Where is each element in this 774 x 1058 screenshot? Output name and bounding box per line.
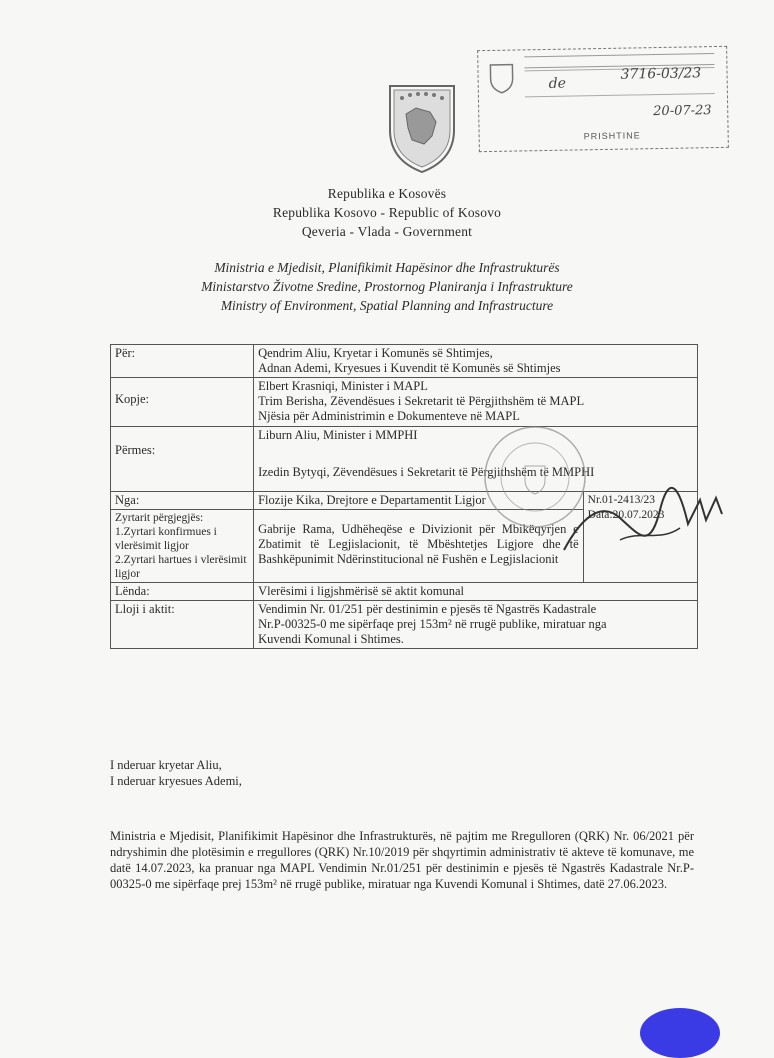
recipient-mayor: Qendrim Aliu, Kryetar i Komunës së Shtimjes, [258,346,493,360]
label-kopje: Kopje: [111,378,254,427]
value-nga: Flozije Kika, Drejtore e Departamentit Ligjor [254,492,584,510]
stamp-divider [525,93,715,97]
nr-label: Nr. [587,494,603,506]
table-row-per [111,345,698,378]
body-paragraph: Ministria e Mjedisit, Planifikimit Hapësinor dhe Infrastrukturës, në pajtim me Rregulloren (QRK) Nr. 06/2021 për ndryshimin dhe plotësimin e rregullores (QRK) Nr.10/2019 për shqyrtimin administrativ të akteve të komunave, me datë 14.07.2023, ka pranuar nga MAPL Vendimin Nr.01/251 për destinimin e pjesës të Ngastrës Kadastrale Nr.P-00325-0 me sipërfaqe prej 153m² në rrugë publike, miratuar nga Kuvendi Komunal i Shtimes, datë 27.06.2023. [110,829,694,891]
copy-recipient-1: Elbert Krasniqi, Minister i MAPL [258,379,428,393]
value-zyrtari: Gabrije Rama, Udhëheqëse e Divizionit për Mbikëqyrjen e Zbatimit të Legjislacionit, të Mbështetjes Ligjore dhe të Bashkëpunimit Ndërinstitucional në Fushën e Legjislacionit [254,510,584,583]
nr-value: 01-2413/23 [602,494,656,506]
greeting-mayor: I nderuar kryetar Aliu, [110,758,222,772]
zyrtari-role-1: 1.Zyrtari konfirmues i vlerësimit ligjor [115,526,217,552]
copy-recipient-2: Trim Berisha, Zëvendësues i Sekretarit të Përgjithshëm të MAPL [258,394,585,408]
value-lloji [254,601,698,649]
act-type-line-2: Nr.P-00325-0 me sipërfaqe prej 153m² në rrugë publike, miratuar nga [258,617,607,631]
label-per: Për: [111,345,254,378]
table-row-lloji [111,601,698,649]
recipient-chair: Adnan Ademi, Kryesues i Kuvendit të Komunës së Shtimjes [258,361,561,375]
header-republic-trilingual: Republika Kosovo - Republic of Kosovo [272,205,502,220]
registration-stamp [477,46,729,152]
label-zyrtari [111,510,254,583]
label-nga: Nga: [111,492,254,510]
label-lloji: Lloji i aktit: [111,601,254,649]
stamp-city: PRISHTINE [583,130,641,142]
via-deputy-secretary: Izedin Bytyqi, Zëvendësues i Sekretarit të Përgjithshëm të MMPHI [258,465,595,479]
coat-of-arms-emblem [372,78,472,176]
handwritten-signature [560,480,730,560]
date-label: Data: [587,509,613,521]
copy-recipient-3: Njësia për Administrimin e Dokumenteve në MAPL [258,409,520,423]
act-type-line-3: Kuvendi Komunal i Shtimes. [258,632,404,646]
header-government: Qeveria - Vlada - Government [301,224,473,239]
label-lenda: Lënda: [111,583,254,601]
zyrtari-role-2: 2.Zyrtari hartues i vlerësimit ligjor [115,554,247,580]
act-type-line-1: Vendimin Nr. 01/251 për destinimin e pjesës të Ngastrës Kadastrale [258,602,597,616]
ministry-name-sr: Ministarstvo Životne Sredine, Prostornog Planiranja i Infrastrukture [201,279,573,294]
via-minister: Liburn Aliu, Minister i MMPHI [258,428,418,442]
header-republic: Republika e Kosovës [327,186,447,201]
label-permes: Përmes: [111,427,254,492]
ministry-name-en: Ministry of Environment, Spatial Planning and Infrastructure [220,298,554,313]
date-value: 20.07.2023 [612,509,665,521]
stamp-hand-number: 3716-03/23 [620,65,702,83]
value-per [254,345,698,378]
value-kopje [254,378,698,427]
zyrtari-heading: Zyrtarit përgjegjës: [115,512,204,524]
value-lenda: Vlerësimi i ligjshmërisë së aktit komunal [254,583,698,601]
table-row-kopje [111,378,698,427]
table-row-lenda [111,583,698,601]
stamp-hand-date: 20-07-23 [653,103,712,120]
stamp-hand-de: de [548,75,567,92]
ministry-name-sq: Ministria e Mjedisit, Planifikimit Hapësinor dhe Infrastrukturës [214,260,560,275]
stamp-emblem-icon [484,60,519,95]
greeting-chair: I nderuar kryesues Ademi, [110,774,242,788]
blue-mark [640,1008,720,1058]
